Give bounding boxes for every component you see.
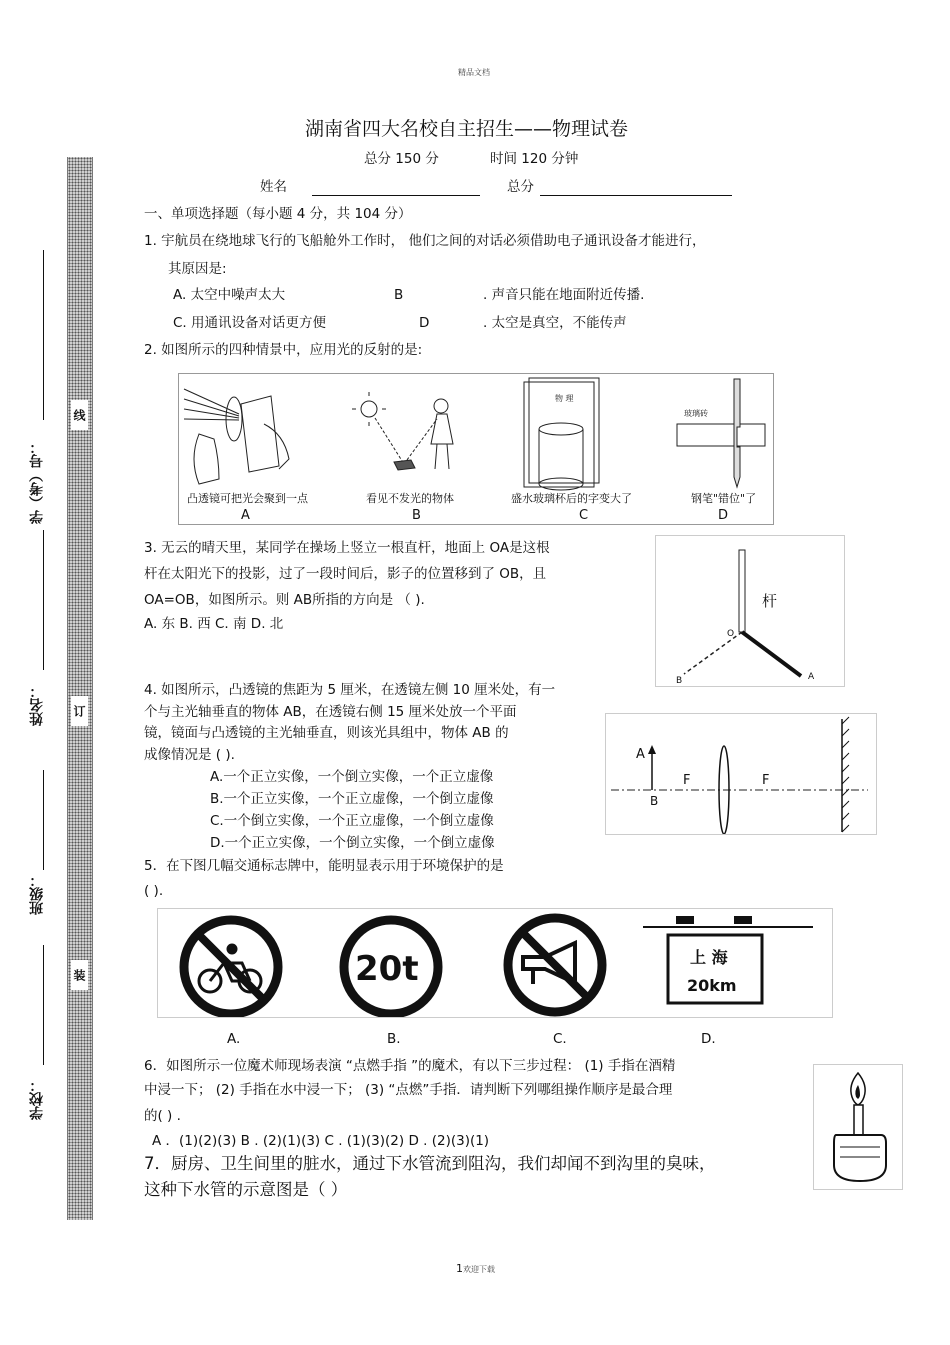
binding-mark-xian: 线 <box>71 400 88 430</box>
q3-fig-b-label: B <box>676 676 683 686</box>
header-note: 精品文档 <box>458 68 490 77</box>
q1-stem-2: 其原因是: <box>168 261 227 277</box>
q4-line-4: 成像情况是 ( ). <box>144 747 235 763</box>
section-heading: 一、单项选择题（每小题 4 分，共 104 分） <box>144 206 412 222</box>
q1-stem: 1. 宇航员在绕地球飞行的飞船舱外工作时， 他们之间的对话必须借助电子通讯设备才能进行， <box>144 233 706 249</box>
q3-fig-o-label: O <box>727 629 735 639</box>
q4-line-3: 镜，镜面与凸透镜的主光轴垂直，则该光具组中，物体 AB 的 <box>144 725 509 741</box>
q5-sign-weight: 20t <box>355 949 419 989</box>
school-label: 学校： <box>29 1078 45 1120</box>
class-label: 班级： <box>29 873 45 915</box>
q3-line-3: OA=OB，如图所示。则 AB所指的方向是 （ ). <box>144 592 425 608</box>
q5-traffic-signs <box>158 909 832 1017</box>
q3-line-1: 3. 无云的晴天里，某同学在操场上竖立一根直杆，地面上 OA是这根 <box>144 540 550 556</box>
id-blank-line <box>43 250 44 420</box>
q6-figure <box>813 1064 903 1190</box>
q1-option-a: A. 太空中噪声太大 <box>173 287 286 303</box>
binding-mark-ding: 订 <box>71 696 88 726</box>
q5-letter-b: B. <box>387 1031 401 1047</box>
q5-figure <box>157 908 833 1018</box>
q2-caption-c: 盛水玻璃杯后的字变大了 <box>511 492 632 505</box>
q3-fig-a-label: A <box>808 672 815 682</box>
q4-option-c: C.一个倒立实像，一个正立虚像，一个倒立虚像 <box>210 813 494 829</box>
class-blank-line <box>43 770 44 870</box>
q2-glass-label: 玻璃砖 <box>684 409 708 418</box>
q1-option-b: . 声音只能在地面附近传播. <box>483 287 645 303</box>
q4-fig-a-label: A <box>636 747 645 762</box>
q7-line-1: 7．厨房、卫生间里的脏水，通过下水管流到阻沟，我们却闻不到沟里的臭味， <box>144 1154 716 1173</box>
q1-option-c: C. 用通讯设备对话更方便 <box>173 315 327 331</box>
q2-stem: 2. 如图所示的四种情景中，应用光的反射的是: <box>144 342 423 358</box>
name-blank-line <box>43 530 44 670</box>
q5-line-2: ( ). <box>144 883 164 899</box>
q5-letter-d: D. <box>701 1031 716 1047</box>
q1-option-b-letter: B <box>394 287 404 303</box>
q6-burning-finger-illustration <box>814 1065 902 1189</box>
q3-line-2: 杆在太阳光下的投影，过了一段时间后，影子的位置移到了 OB，且 <box>144 566 547 582</box>
name-field-blank[interactable] <box>312 195 480 196</box>
q2-letter-a: A <box>241 508 250 523</box>
q2-caption-d: 钢笔"错位"了 <box>691 492 757 505</box>
q2-caption-b: 看见不发光的物体 <box>366 492 454 505</box>
q5-letter-c: C. <box>553 1031 567 1047</box>
q7-line-2: 这种下水管的示意图是（ ） <box>144 1180 348 1199</box>
total-score: 总分 150 分 <box>364 151 439 167</box>
q5-sign-city: 上 海 <box>690 948 728 967</box>
name-label: 姓名： <box>29 684 45 726</box>
q4-line-2: 个与主光轴垂直的物体 AB，在透镜右侧 15 厘米处放一个平面 <box>144 704 517 720</box>
q2-figure <box>178 373 774 525</box>
q3-figure <box>655 535 845 687</box>
q5-sign-distance: 20km <box>687 976 737 995</box>
q4-lens-mirror-diagram <box>606 714 876 834</box>
q5-line-1: 5．在下图几幅交通标志牌中，能明显表示用于环境保护的是 <box>144 858 504 874</box>
q6-options: A ．(1)(2)(3) B . (2)(1)(3) C . (1)(3)(2) D . (2)(3)(1) <box>152 1133 490 1149</box>
q4-option-d: D.一个正立实像，一个倒立实像，一个倒立虚像 <box>210 835 495 851</box>
name-field-label: 姓名 <box>260 179 287 195</box>
q6-line-1: 6．如图所示一位魔术师现场表演 “点燃手指 ”的魔术，有以下三步过程： (1) 手指在酒精 <box>144 1058 676 1074</box>
q5-letter-a: A. <box>227 1031 241 1047</box>
q3-options: A. 东 B. 西 C. 南 D. 北 <box>144 616 284 632</box>
q4-figure <box>605 713 877 835</box>
q4-fig-f2-label: F <box>762 773 770 788</box>
binding-strip <box>67 157 93 1220</box>
q2-book-text: 物 理 <box>555 394 574 403</box>
page-title: 湖南省四大名校自主招生——物理试卷 <box>305 118 629 140</box>
q4-fig-b-label: B <box>650 794 659 808</box>
q4-line-1: 4. 如图所示，凸透镜的焦距为 5 厘米，在透镜左侧 10 厘米处，有一 <box>144 682 556 698</box>
q2-letter-c: C <box>579 508 589 523</box>
score-field-label: 总分 <box>507 179 534 195</box>
school-blank-line <box>43 945 44 1065</box>
q3-pole-shadow-diagram <box>656 536 844 686</box>
q4-option-a: A.一个正立实像，一个倒立实像，一个正立虚像 <box>210 769 494 785</box>
q2-letter-d: D <box>718 508 729 523</box>
q3-fig-pole-label: 杆 <box>762 592 778 610</box>
score-field-blank[interactable] <box>540 195 732 196</box>
q2-caption-a: 凸透镜可把光会聚到一点 <box>187 492 308 505</box>
id-label: 学（考）号： <box>29 440 45 524</box>
footer-page-number: 1 <box>456 1262 463 1275</box>
footer-note: 欢迎下载 <box>463 1265 495 1274</box>
q6-line-3: 的( ) . <box>144 1108 181 1124</box>
q1-option-d-letter: D <box>419 315 430 331</box>
binding-mark-zhuang: 装 <box>71 960 88 990</box>
q2-letter-b: B <box>412 508 421 523</box>
q6-line-2: 中浸一下； (2) 手指在水中浸一下； (3) “点燃”手指．请判断下列哪组操作顺序是最合理 <box>144 1082 673 1098</box>
q4-fig-f1-label: F <box>683 773 691 788</box>
exam-time: 时间 120 分钟 <box>490 151 579 167</box>
q1-option-d: . 太空是真空，不能传声 <box>483 315 627 331</box>
q4-option-b: B.一个正立实像，一个正立虚像，一个倒立虚像 <box>210 791 494 807</box>
